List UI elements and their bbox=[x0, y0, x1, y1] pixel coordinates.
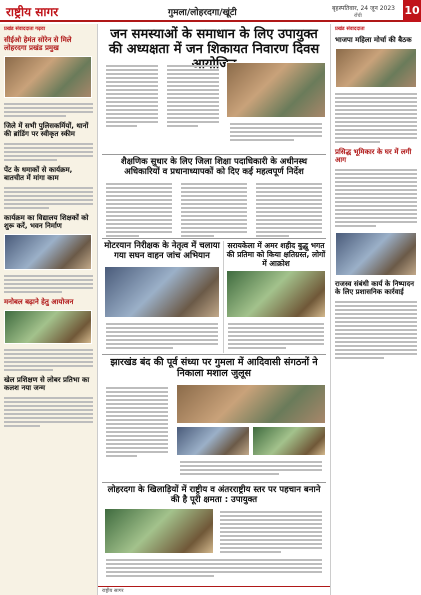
story2-headline: शैक्षणिक सुधार के लिए जिला शिक्षा पदाधिकारी के अधीनस्थ अधिकारियों व प्रधानाध्यापकों को दिए कई महत्वपूर्ण निर्देश bbox=[120, 157, 308, 177]
masthead bbox=[0, 0, 421, 22]
story6-body bbox=[216, 508, 326, 556]
story3-headline: मोटरयान निरीक्षक के नेतृत्व में चलाया गया सघन वाहन जांच अभियान bbox=[104, 241, 220, 261]
left-body-3 bbox=[0, 184, 97, 212]
story3-photo bbox=[104, 266, 220, 318]
right-headline-2: प्रसिद्ध भूमिकार के घर में लगी आग bbox=[335, 148, 412, 164]
lead-body-3 bbox=[226, 120, 326, 144]
story4-body bbox=[224, 320, 328, 352]
left-headline-1: सीईओ हेमंत सोरेन से मिले लोहरदगा प्रखंड प्रमुख bbox=[4, 36, 72, 52]
left-body-6 bbox=[0, 394, 97, 430]
newspaper-brand: राष्ट्रीय सागर bbox=[6, 5, 59, 19]
lead-body-2 bbox=[163, 62, 223, 152]
left-body-4 bbox=[0, 272, 97, 296]
right-headline-1: भाजपा महिला मोर्चा की बैठक bbox=[335, 36, 412, 44]
page-number: 10 bbox=[403, 0, 421, 22]
left-body-2 bbox=[0, 140, 97, 164]
left-headline-2: जिले में सभी पुलिसकर्मियों, थानों की ब्रांडिंग पर स्वीकृत स्कीम bbox=[4, 122, 89, 138]
issue-date: बृहस्पतिवार, 24 जून 2023 bbox=[332, 5, 395, 12]
left-headline-6: खेल प्रशिक्षण से लोबर प्रतिभा का कलश नया जन्म bbox=[4, 376, 90, 392]
section-title: गुमला/लोहरदगा/खूंटी bbox=[168, 8, 237, 18]
story6-headline: लोहरदगा के खिलाड़ियों में राष्ट्रीय व अंतरराष्ट्रीय स्तर पर पहचान बनाने की है पूरी क्षमता : उपायुक्त bbox=[107, 485, 321, 505]
left-headline-3: पेंट के धमाकों से कार्यक्रम, बातचीत में मांगा काम bbox=[4, 166, 73, 182]
issue-location: राँची bbox=[354, 13, 362, 19]
left-body-1 bbox=[0, 100, 97, 120]
left-column bbox=[0, 24, 98, 595]
lead-headline: जन समस्याओं के समाधान के लिए उपायुक्त की अध्यक्षता में जन शिकायत निवारण दिवस bbox=[108, 27, 320, 57]
right-headline-3: राजस्व संबंधी कार्य के निष्पादन के लिए प्रशासनिक कार्रवाई bbox=[335, 280, 415, 296]
story6-photo bbox=[104, 508, 214, 554]
right-column bbox=[330, 24, 421, 595]
divider bbox=[102, 154, 326, 155]
story6-body-2 bbox=[102, 556, 326, 580]
divider bbox=[102, 238, 326, 239]
story2-body bbox=[102, 180, 176, 240]
story5-photo-3 bbox=[252, 426, 326, 456]
left-headline-4: कार्यक्रम का विद्यालय शिक्षकों को शुरू करें, भवन निर्माण bbox=[4, 214, 89, 230]
divider bbox=[102, 482, 326, 483]
story2-body-3 bbox=[252, 180, 326, 240]
story3-body bbox=[102, 320, 222, 352]
divider bbox=[223, 241, 224, 353]
story2-body-2 bbox=[177, 180, 251, 240]
story5-body bbox=[102, 384, 172, 460]
story5-photo-2 bbox=[176, 426, 250, 456]
story4-photo bbox=[226, 270, 326, 318]
story5-headline: झारखंड बंद की पूर्व संध्या पर गुमला में आदिवासी संगठनों ने निकाला मशाल जुलूस bbox=[110, 357, 318, 379]
story4-headline: सरायकेला में अमर शहीद बुद्धु भगत की प्रतिमा को किया क्षतिग्रस्त, लोगों में आक्रोश bbox=[226, 241, 326, 268]
lead-photo bbox=[226, 62, 326, 118]
left-photo-2 bbox=[4, 234, 92, 270]
story5-body-2 bbox=[176, 458, 326, 478]
right-photo-2 bbox=[335, 232, 417, 276]
left-body-5 bbox=[0, 346, 97, 374]
right-body-3 bbox=[331, 298, 421, 362]
left-photo-1 bbox=[4, 56, 92, 98]
page-footer: राष्ट्रीय सागर bbox=[98, 586, 330, 595]
right-body-1 bbox=[331, 90, 421, 146]
left-tag: प्रखंड संवाददाता गढ़वा bbox=[4, 26, 46, 32]
right-tag: प्रखंड संवाददाता bbox=[335, 26, 365, 32]
right-body-2 bbox=[331, 166, 421, 230]
left-photo-3 bbox=[4, 310, 92, 344]
right-photo-1 bbox=[335, 48, 417, 88]
left-headline-5: मनोबल बढ़ाने हेतु आयोजन bbox=[4, 298, 74, 306]
lead-body bbox=[102, 62, 162, 152]
story5-photo bbox=[176, 384, 326, 424]
divider bbox=[102, 354, 326, 355]
